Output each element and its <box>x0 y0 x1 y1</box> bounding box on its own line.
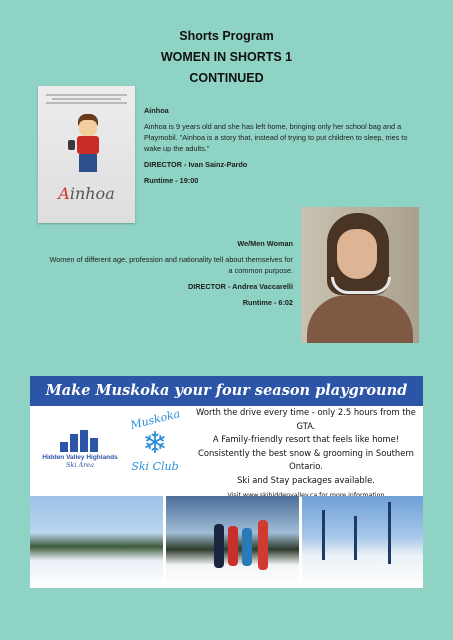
family-skiers-photo <box>166 496 299 588</box>
film-ainhoa <box>144 105 416 191</box>
ainhoa-poster <box>38 86 135 223</box>
film-description: Ainhoa is 9 years old and she has left home, bringing only her school bag and a Playmobil. "Ainhoa is a story that, instead of trying to put children to sleep, tries to wake up the adults." <box>144 122 408 153</box>
poster-credit-line <box>52 98 121 100</box>
film-wemen-woman <box>48 238 293 313</box>
ad-line: Consistently the best snow & grooming in Southern Ontario. <box>198 447 414 471</box>
ski-club-logo-text: Ski Club <box>131 460 179 473</box>
skier <box>258 520 268 570</box>
director-portrait <box>301 207 419 343</box>
ad-copy <box>190 406 422 503</box>
muskoka-ad <box>30 376 423 588</box>
snowflake-icon: ❄ <box>142 427 168 460</box>
hidden-valley-name: Hidden Valley Highlands <box>42 454 118 461</box>
poster-title <box>38 184 135 203</box>
film-title: Ainhoa <box>144 106 169 115</box>
headphones-icon <box>331 277 391 294</box>
portrait-body <box>307 295 413 343</box>
muskoka-ski-club-logo <box>122 407 188 473</box>
lift-tower <box>388 502 391 564</box>
ad-line: A Family-friendly resort that feels like home! <box>212 434 400 444</box>
program-header <box>0 26 453 89</box>
hidden-valley-logo <box>36 430 124 486</box>
poster-credit-line <box>46 102 127 104</box>
ad-headline: Make Muskoka your four season playground <box>30 376 423 406</box>
poster-title-rest: inhoa <box>69 184 115 203</box>
hidden-valley-sub: Ski Area <box>65 461 95 469</box>
skier <box>228 526 238 566</box>
program-subtitle: WOMEN IN SHORTS 1 <box>160 50 293 64</box>
playmobil-bag <box>68 140 75 150</box>
program-continued: CONTINUED <box>189 71 264 85</box>
film-description: Women of different age, profession and nationality tell about themselves for a common purpose. <box>49 255 293 275</box>
lift-tower <box>322 510 325 560</box>
portrait-face <box>337 229 377 279</box>
film-runtime: Runtime - 19:00 <box>144 176 199 185</box>
lift-tower <box>354 516 357 560</box>
skier <box>242 528 252 566</box>
film-title: We/Men Woman <box>237 239 293 248</box>
film-director: DIRECTOR - Andrea Vaccarelli <box>187 282 293 291</box>
ski-hill-photo <box>30 496 163 588</box>
poster-credit-line <box>46 94 127 96</box>
poster-title-initial: A <box>58 184 70 203</box>
playmobil-head <box>79 120 97 136</box>
skier <box>214 524 224 568</box>
ad-photo-strip <box>30 496 423 588</box>
ad-line: Ski and Stay packages available. <box>237 474 375 485</box>
film-runtime: Runtime - 6:02 <box>242 298 293 307</box>
ski-lift-photo <box>302 496 423 588</box>
playmobil-legs <box>79 154 97 172</box>
ad-line: Worth the drive every time - only 2.5 hours from the GTA. <box>196 407 416 431</box>
hidden-valley-mark <box>36 430 124 452</box>
film-director: DIRECTOR - Ivan Sainz-Pardo <box>144 160 248 169</box>
playmobil-body <box>77 136 99 154</box>
muskoka-logo-text: Muskoka <box>128 407 182 432</box>
program-title: Shorts Program <box>179 29 274 43</box>
